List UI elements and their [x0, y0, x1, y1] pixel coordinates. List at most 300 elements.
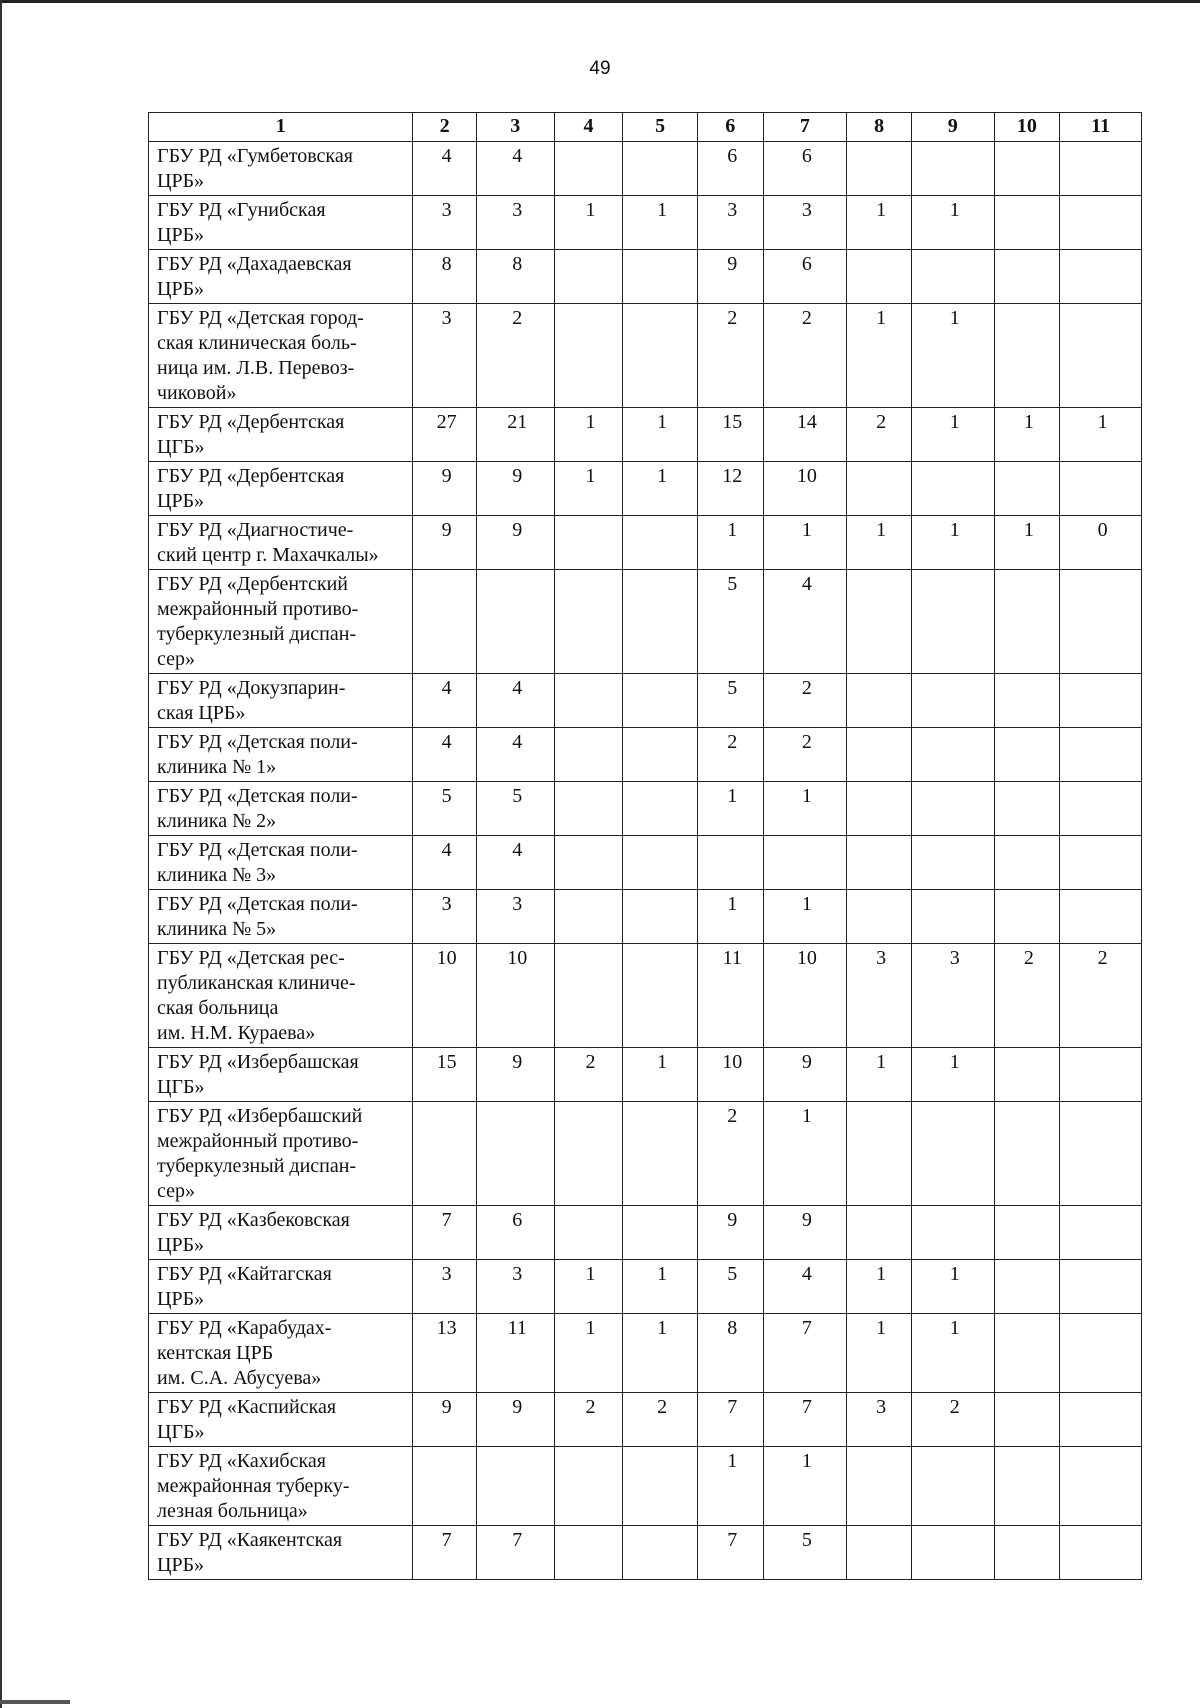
institution-name-cell: [149, 1206, 413, 1260]
value-cell: [994, 1260, 1060, 1314]
value-cell: [623, 782, 698, 836]
institution-name-line: ГБУ РД «Избербашский: [157, 1105, 363, 1127]
value-cell: [554, 944, 623, 1048]
value-cell: [413, 1447, 477, 1526]
value-cell: 4: [413, 142, 477, 196]
institution-name-cell: [149, 408, 413, 462]
value-cell: 1: [911, 1260, 994, 1314]
value-cell: 9: [763, 1048, 847, 1102]
institution-name-cell: [149, 1526, 413, 1580]
page-number: 49: [589, 58, 611, 79]
value-cell: 1: [847, 196, 912, 250]
value-cell: 4: [476, 836, 554, 890]
value-cell: [994, 674, 1060, 728]
value-cell: [911, 1447, 994, 1526]
value-cell: [554, 782, 623, 836]
value-cell: 1: [763, 1102, 847, 1206]
value-cell: [994, 196, 1060, 250]
value-cell: [476, 570, 554, 674]
value-cell: [994, 890, 1060, 944]
table-row: [149, 250, 1142, 304]
value-cell: 9: [413, 1393, 477, 1447]
institution-name-cell: [149, 1102, 413, 1206]
institution-name-line: ЦГБ»: [157, 1076, 205, 1098]
value-cell: [911, 570, 994, 674]
value-cell: 1: [763, 890, 847, 944]
table-row: [149, 1048, 1142, 1102]
value-cell: 9: [413, 516, 477, 570]
institution-name-line: ГБУ РД «Детская поли-: [157, 785, 358, 807]
institution-name-line: ГБУ РД «Каякентская: [157, 1529, 343, 1551]
column-header: 6: [697, 113, 763, 142]
value-cell: 2: [697, 1102, 763, 1206]
value-cell: 2: [763, 674, 847, 728]
table-row: [149, 462, 1142, 516]
institution-name-cell: [149, 836, 413, 890]
institution-name-line: клиника № 5»: [157, 918, 277, 940]
value-cell: 7: [413, 1206, 477, 1260]
value-cell: 0: [1060, 516, 1142, 570]
institution-name-line: туберкулезный диспан-: [157, 623, 357, 645]
value-cell: 6: [763, 250, 847, 304]
table-header-row: [149, 113, 1142, 142]
institution-name-line: ЦГБ»: [157, 1421, 205, 1443]
value-cell: 1: [697, 516, 763, 570]
value-cell: [1060, 890, 1142, 944]
value-cell: 1: [763, 782, 847, 836]
institution-name-cell: [149, 142, 413, 196]
value-cell: [847, 890, 912, 944]
value-cell: 1: [697, 890, 763, 944]
value-cell: 9: [413, 462, 477, 516]
table-row: [149, 890, 1142, 944]
institution-name-line: межрайонный противо-: [157, 1130, 359, 1152]
value-cell: 11: [476, 1314, 554, 1393]
value-cell: [994, 1314, 1060, 1393]
value-cell: 9: [476, 462, 554, 516]
value-cell: 1: [847, 1260, 912, 1314]
value-cell: [994, 836, 1060, 890]
table-row: [149, 304, 1142, 408]
value-cell: [994, 1048, 1060, 1102]
institution-name-cell: [149, 570, 413, 674]
value-cell: [623, 570, 698, 674]
value-cell: [623, 944, 698, 1048]
value-cell: [1060, 1206, 1142, 1260]
value-cell: [1060, 304, 1142, 408]
value-cell: 1: [623, 1260, 698, 1314]
value-cell: 7: [476, 1526, 554, 1580]
institution-name-cell: [149, 304, 413, 408]
value-cell: 1: [911, 304, 994, 408]
institution-name-line: ГБУ РД «Кайтагская: [157, 1263, 332, 1285]
value-cell: [1060, 674, 1142, 728]
table-row: [149, 1393, 1142, 1447]
table-row: [149, 142, 1142, 196]
value-cell: [847, 1447, 912, 1526]
institution-name-line: ЦРБ»: [157, 278, 205, 300]
value-cell: [847, 570, 912, 674]
value-cell: [847, 674, 912, 728]
value-cell: [1060, 142, 1142, 196]
value-cell: [1060, 1048, 1142, 1102]
value-cell: [994, 728, 1060, 782]
institution-name-cell: [149, 890, 413, 944]
institution-name-line: клиника № 2»: [157, 810, 277, 832]
column-header: 10: [994, 113, 1060, 142]
value-cell: 1: [623, 196, 698, 250]
table-row: [149, 674, 1142, 728]
value-cell: 13: [413, 1314, 477, 1393]
value-cell: 2: [554, 1048, 623, 1102]
value-cell: 3: [476, 1260, 554, 1314]
institution-name-line: межрайонный противо-: [157, 598, 359, 620]
value-cell: [847, 462, 912, 516]
institution-name-line: кентская ЦРБ: [157, 1342, 274, 1364]
value-cell: 1: [911, 196, 994, 250]
value-cell: 3: [697, 196, 763, 250]
value-cell: 1: [911, 516, 994, 570]
value-cell: 6: [763, 142, 847, 196]
institution-name-line: ЦРБ»: [157, 1288, 205, 1310]
value-cell: [994, 1206, 1060, 1260]
institution-name-line: туберкулезный диспан-: [157, 1155, 357, 1177]
value-cell: [994, 304, 1060, 408]
institution-name-cell: [149, 1314, 413, 1393]
institution-name-cell: [149, 1447, 413, 1526]
value-cell: 1: [763, 516, 847, 570]
value-cell: 1: [623, 1314, 698, 1393]
institution-name-line: ГБУ РД «Каспийская: [157, 1396, 337, 1418]
institution-name-line: ГБУ РД «Докузпарин-: [157, 677, 346, 699]
institution-name-line: им. С.А. Абусуева»: [157, 1367, 322, 1389]
value-cell: 4: [763, 1260, 847, 1314]
value-cell: 10: [697, 1048, 763, 1102]
scan-edge-left: [0, 0, 2, 1708]
column-header: 7: [763, 113, 847, 142]
column-header: 5: [623, 113, 698, 142]
institution-name-line: ЦРБ»: [157, 224, 205, 246]
value-cell: 9: [697, 250, 763, 304]
value-cell: [994, 570, 1060, 674]
value-cell: 8: [476, 250, 554, 304]
value-cell: [623, 836, 698, 890]
institution-name-line: ГБУ РД «Детская поли-: [157, 731, 358, 753]
institution-name-cell: [149, 728, 413, 782]
table-body: [149, 142, 1142, 1580]
value-cell: 1: [847, 304, 912, 408]
value-cell: [911, 782, 994, 836]
value-cell: 4: [413, 836, 477, 890]
value-cell: [554, 1206, 623, 1260]
value-cell: 10: [476, 944, 554, 1048]
value-cell: [847, 250, 912, 304]
value-cell: 2: [623, 1393, 698, 1447]
value-cell: [1060, 1393, 1142, 1447]
value-cell: 1: [554, 196, 623, 250]
value-cell: [994, 142, 1060, 196]
institution-name-line: публиканская клиниче-: [157, 972, 356, 994]
value-cell: [994, 782, 1060, 836]
value-cell: [911, 250, 994, 304]
institution-name-line: ГБУ РД «Гумбетовская: [157, 145, 353, 167]
value-cell: [554, 304, 623, 408]
value-cell: [554, 1447, 623, 1526]
institution-name-cell: [149, 1048, 413, 1102]
institution-name-line: клиника № 1»: [157, 756, 277, 778]
value-cell: 4: [763, 570, 847, 674]
institution-name-line: ГБУ РД «Дербентская: [157, 411, 345, 433]
value-cell: [847, 1526, 912, 1580]
value-cell: 9: [476, 516, 554, 570]
value-cell: 7: [697, 1393, 763, 1447]
value-cell: 1: [623, 408, 698, 462]
table-row: [149, 196, 1142, 250]
institution-name-line: ГБУ РД «Детская поли-: [157, 839, 358, 861]
institution-name-line: ГБУ РД «Детская город-: [157, 307, 364, 329]
value-cell: [994, 462, 1060, 516]
column-header: 11: [1060, 113, 1142, 142]
institution-name-line: ГБУ РД «Дербентский: [157, 573, 349, 595]
value-cell: [1060, 1102, 1142, 1206]
value-cell: [1060, 570, 1142, 674]
institution-name-line: ГБУ РД «Гунибская: [157, 199, 326, 221]
value-cell: 27: [413, 408, 477, 462]
value-cell: 5: [763, 1526, 847, 1580]
value-cell: 1: [994, 516, 1060, 570]
table-row: [149, 1206, 1142, 1260]
value-cell: 1: [554, 462, 623, 516]
value-cell: 1: [697, 1447, 763, 1526]
value-cell: 12: [697, 462, 763, 516]
value-cell: [1060, 782, 1142, 836]
value-cell: 6: [476, 1206, 554, 1260]
value-cell: 2: [847, 408, 912, 462]
value-cell: [623, 1206, 698, 1260]
institution-name-line: ский центр г. Махачкалы»: [157, 544, 379, 566]
value-cell: 5: [697, 570, 763, 674]
table-row: [149, 570, 1142, 674]
value-cell: 9: [763, 1206, 847, 1260]
table-row: [149, 516, 1142, 570]
value-cell: 5: [476, 782, 554, 836]
value-cell: 1: [847, 516, 912, 570]
value-cell: 2: [1060, 944, 1142, 1048]
table-row: [149, 1314, 1142, 1393]
table-row: [149, 728, 1142, 782]
value-cell: [911, 462, 994, 516]
value-cell: [847, 1206, 912, 1260]
institution-name-line: чиковой»: [157, 382, 237, 404]
value-cell: 2: [763, 728, 847, 782]
value-cell: [554, 570, 623, 674]
value-cell: 4: [476, 142, 554, 196]
value-cell: 1: [554, 1314, 623, 1393]
value-cell: [554, 142, 623, 196]
value-cell: 7: [697, 1526, 763, 1580]
value-cell: 3: [413, 304, 477, 408]
value-cell: [994, 1102, 1060, 1206]
value-cell: 3: [413, 196, 477, 250]
institution-name-line: ГБУ РД «Детская поли-: [157, 893, 358, 915]
value-cell: 5: [697, 674, 763, 728]
value-cell: 2: [697, 728, 763, 782]
value-cell: 21: [476, 408, 554, 462]
value-cell: 2: [476, 304, 554, 408]
value-cell: [554, 516, 623, 570]
value-cell: [476, 1102, 554, 1206]
value-cell: [476, 1447, 554, 1526]
value-cell: 3: [413, 1260, 477, 1314]
value-cell: 4: [476, 728, 554, 782]
institution-name-line: ГБУ РД «Диагностиче-: [157, 519, 354, 541]
value-cell: [911, 836, 994, 890]
value-cell: 3: [911, 944, 994, 1048]
value-cell: 1: [697, 782, 763, 836]
value-cell: [1060, 1526, 1142, 1580]
value-cell: [994, 1526, 1060, 1580]
value-cell: [697, 836, 763, 890]
institution-name-cell: [149, 674, 413, 728]
value-cell: 3: [847, 944, 912, 1048]
institution-name-cell: [149, 250, 413, 304]
value-cell: [994, 1447, 1060, 1526]
value-cell: [847, 782, 912, 836]
value-cell: [623, 1447, 698, 1526]
institution-name-cell: [149, 1393, 413, 1447]
institution-name-cell: [149, 462, 413, 516]
value-cell: 3: [476, 196, 554, 250]
value-cell: [623, 250, 698, 304]
value-cell: 1: [1060, 408, 1142, 462]
value-cell: [763, 836, 847, 890]
institution-name-line: ЦРБ»: [157, 170, 205, 192]
value-cell: [554, 728, 623, 782]
value-cell: 6: [697, 142, 763, 196]
value-cell: 3: [476, 890, 554, 944]
value-cell: 4: [413, 674, 477, 728]
institution-name-line: ГБУ РД «Карабудах-: [157, 1317, 332, 1339]
value-cell: 14: [763, 408, 847, 462]
table-row: [149, 408, 1142, 462]
institution-name-line: ГБУ РД «Кахибская: [157, 1450, 326, 1472]
scan-edge-top: [0, 0, 1200, 3]
value-cell: 9: [697, 1206, 763, 1260]
institution-name-line: ница им. Л.В. Перевоз-: [157, 357, 355, 379]
column-header: 8: [847, 113, 912, 142]
value-cell: [623, 516, 698, 570]
value-cell: [847, 142, 912, 196]
value-cell: 1: [847, 1314, 912, 1393]
value-cell: [911, 890, 994, 944]
value-cell: 7: [413, 1526, 477, 1580]
value-cell: [1060, 196, 1142, 250]
value-cell: 8: [697, 1314, 763, 1393]
institution-name-line: ская клиническая боль-: [157, 332, 357, 354]
value-cell: [994, 250, 1060, 304]
value-cell: 1: [763, 1447, 847, 1526]
institution-name-line: ЦРБ»: [157, 1554, 205, 1576]
data-table: [148, 112, 1142, 1580]
value-cell: [554, 836, 623, 890]
value-cell: [911, 142, 994, 196]
table-row: [149, 1260, 1142, 1314]
scan-edge-bottom-mark: [0, 1700, 70, 1704]
value-cell: [554, 674, 623, 728]
institution-name-line: им. Н.М. Кураева»: [157, 1022, 316, 1044]
value-cell: 2: [763, 304, 847, 408]
value-cell: [1060, 1314, 1142, 1393]
value-cell: [554, 890, 623, 944]
institution-name-cell: [149, 782, 413, 836]
institution-name-line: ЦГБ»: [157, 436, 205, 458]
column-header: 2: [413, 113, 477, 142]
institution-name-line: ГБУ РД «Избербашская: [157, 1051, 359, 1073]
institution-name-line: ская ЦРБ»: [157, 702, 246, 724]
institution-name-line: лезная больница»: [157, 1500, 308, 1522]
table-row: [149, 944, 1142, 1048]
value-cell: [847, 836, 912, 890]
value-cell: [554, 1526, 623, 1580]
value-cell: 9: [476, 1048, 554, 1102]
value-cell: 1: [911, 1048, 994, 1102]
value-cell: [623, 1102, 698, 1206]
value-cell: 7: [763, 1393, 847, 1447]
institution-name-line: ГБУ РД «Детская рес-: [157, 947, 345, 969]
value-cell: 15: [413, 1048, 477, 1102]
value-cell: 2: [554, 1393, 623, 1447]
value-cell: [847, 1102, 912, 1206]
table-row: [149, 782, 1142, 836]
value-cell: [911, 674, 994, 728]
table-row: [149, 1526, 1142, 1580]
value-cell: [554, 1102, 623, 1206]
institution-name-line: ЦРБ»: [157, 1234, 205, 1256]
institution-name-line: клиника № 3»: [157, 864, 277, 886]
value-cell: [994, 1393, 1060, 1447]
value-cell: 1: [994, 408, 1060, 462]
institution-name-line: ская больница: [157, 997, 279, 1019]
institution-name-cell: [149, 944, 413, 1048]
value-cell: 1: [554, 408, 623, 462]
value-cell: [911, 1526, 994, 1580]
value-cell: 3: [763, 196, 847, 250]
value-cell: [1060, 1447, 1142, 1526]
institution-name-line: сер»: [157, 648, 195, 670]
value-cell: [1060, 728, 1142, 782]
value-cell: [1060, 1260, 1142, 1314]
value-cell: [413, 1102, 477, 1206]
value-cell: 1: [847, 1048, 912, 1102]
value-cell: 10: [763, 462, 847, 516]
institution-name-cell: [149, 1260, 413, 1314]
value-cell: [623, 728, 698, 782]
value-cell: [1060, 836, 1142, 890]
value-cell: [623, 674, 698, 728]
value-cell: 3: [847, 1393, 912, 1447]
value-cell: 10: [413, 944, 477, 1048]
value-cell: [413, 570, 477, 674]
value-cell: [847, 728, 912, 782]
value-cell: 15: [697, 408, 763, 462]
value-cell: 3: [413, 890, 477, 944]
column-header: 1: [149, 113, 413, 142]
value-cell: [554, 250, 623, 304]
value-cell: [911, 1102, 994, 1206]
value-cell: 5: [413, 782, 477, 836]
value-cell: 5: [697, 1260, 763, 1314]
column-header: 9: [911, 113, 994, 142]
